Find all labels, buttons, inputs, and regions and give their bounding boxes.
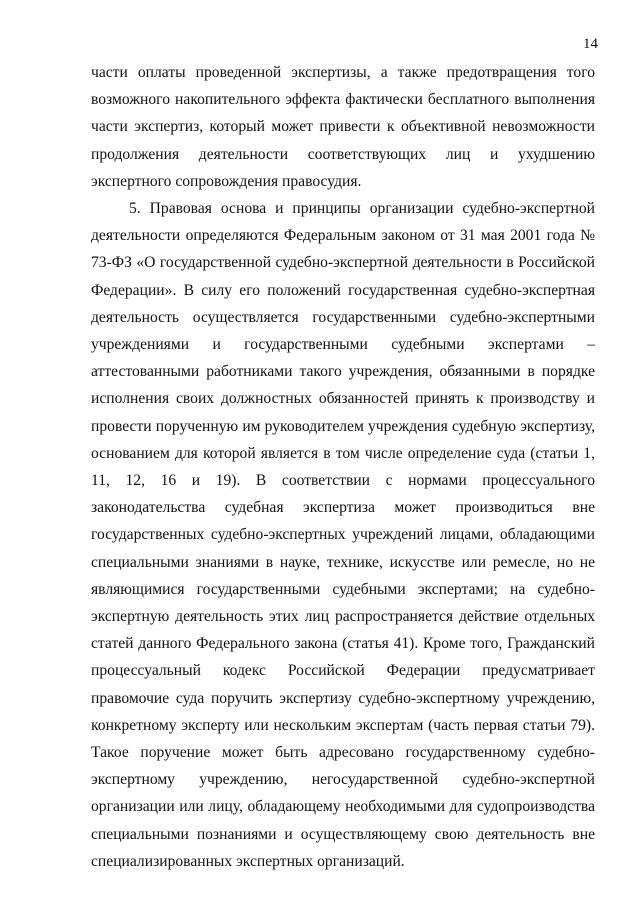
paragraph-continuation: части оплаты проведенной экспертизы, а также предотвращения того возможного накопительного эффекта фактически бесплатного выполнения части экспертиз, который может привести к объективной невозможности продолжения деятельности соответствующих лиц и ухудшению экспертного сопровождения правосудия. — [91, 64, 595, 190]
document-body — [91, 59, 595, 875]
page-number: 14 — [583, 36, 598, 52]
paragraph-5: 5. Правовая основа и принципы организации судебно-экспертной деятельности определяются Федеральным законом от 31 мая 2001 года № 73-ФЗ «О государственной судебно-экспертной деятельности в Российской Федерации». В силу его положений государственная судебно-экспертная деятельность осуществляется государственными судебно-экспертными учреждениями и государственными судебными экспертами – аттестованными работниками такого учреждения, обязанными в порядке исполнения своих должностных обязанностей принять к производству и провести порученную им руководителем учреждения судебную экспертизу, основанием для которой является в том числе определение суда (статьи 1, 11, 12, 16 и 19). В соответствии с нормами процессуального законодательства судебная экспертиза может производиться вне государственных судебно-экспертных учреждений лицами, обладающими специальными знаниями в науке, технике, искусстве или ремесле, но не являющимися государственными судебными экспертами; на судебно-экспертную деятельность этих лиц распространяется действие отдельных статей данного Федерального закона (статья 41). Кроме того, Гражданский процессуальный кодекс Российской Федерации предусматривает правомочие суда поручить экспертизу судебно-экспертному учреждению, конкретному эксперту или нескольким экспертам (часть первая статьи 79). Такое поручение может быть адресовано государственному судебно-экспертному учреждению, негосударственной судебно-экспертной организации или лицу, обладающему необходимыми для судопроизводства специальными познаниями и осуществляющему свою деятельность вне специализированных экспертных организаций. — [91, 200, 595, 870]
